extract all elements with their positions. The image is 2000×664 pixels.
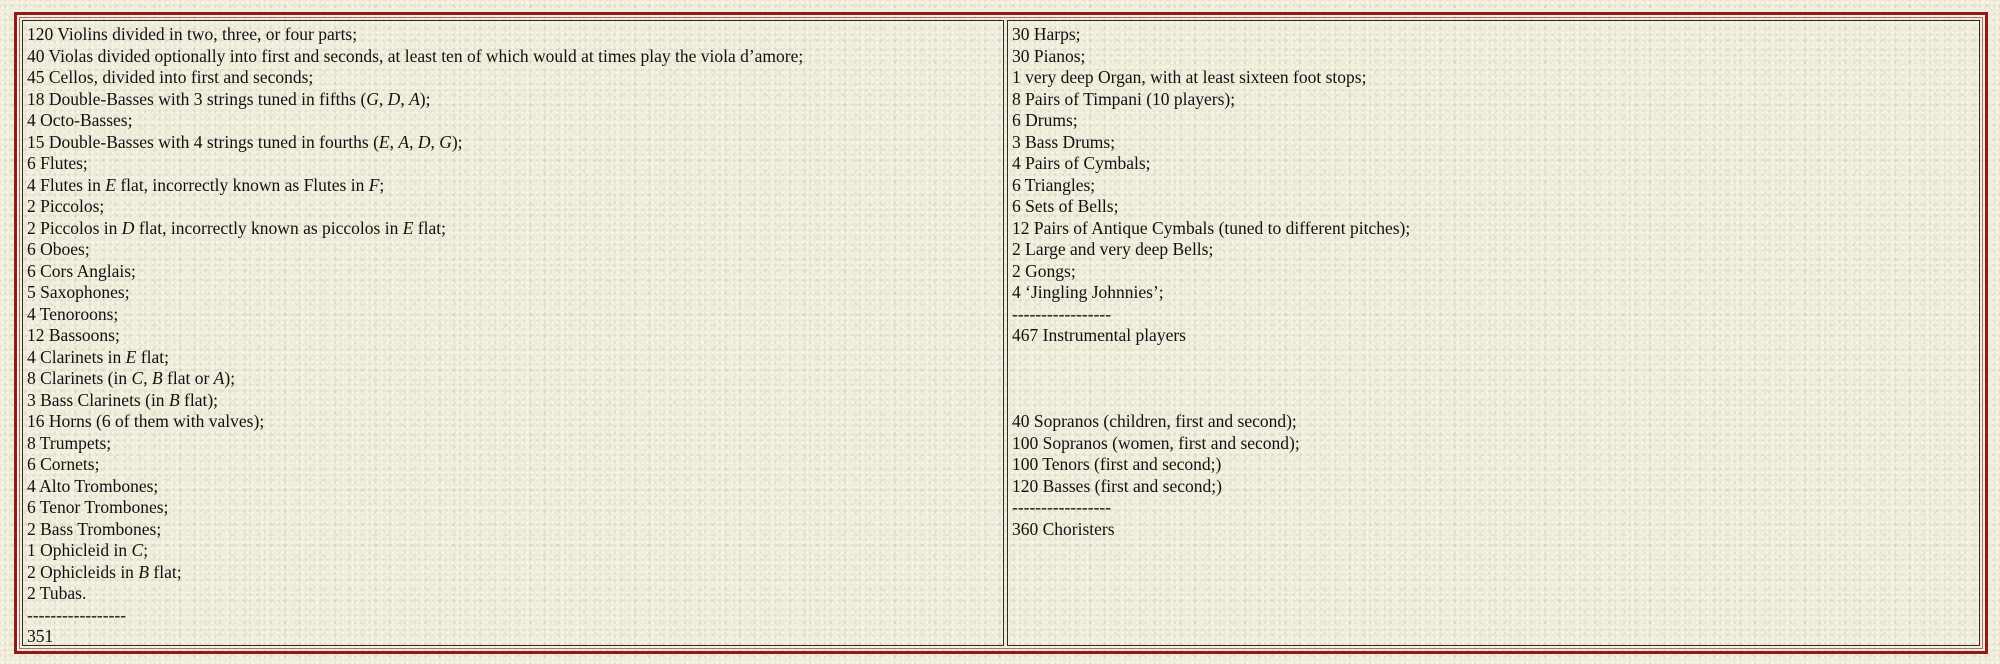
instrument-separator: ----------------- <box>1012 303 1112 324</box>
list-item: 2 Tubas. <box>27 583 87 603</box>
spacer <box>1012 347 1975 369</box>
percussion-list <box>1012 24 1975 304</box>
list-item: 1 Ophicleid in C; <box>27 540 149 560</box>
list-item: 4 Flutes in E flat, incorrectly known as Flutes in F; <box>27 174 385 195</box>
spacer <box>1012 368 1975 390</box>
choir-total: 360 Choristers <box>1012 518 1115 539</box>
left-total: 351 <box>27 626 54 646</box>
choir-list <box>1012 411 1975 497</box>
list-item: 100 Sopranos (women, first and second); <box>1012 432 1300 453</box>
list-item: 2 Piccolos in D flat, incorrectly known as piccolos in E flat; <box>27 217 446 238</box>
list-item: 6 Cornets; <box>27 454 100 474</box>
list-item: 6 Sets of Bells; <box>1012 196 1119 216</box>
list-item: 100 Tenors (first and second;) <box>1012 454 1222 474</box>
list-item: 8 Trumpets; <box>27 432 112 453</box>
list-item: 2 Bass Trombones; <box>27 518 162 539</box>
list-item: 40 Violas divided optionally into first and seconds, at least ten of which would at times play the viola d’amore; <box>27 45 804 66</box>
list-item: 120 Violins divided in two, three, or four parts; <box>27 24 358 44</box>
list-item: 6 Flutes; <box>27 153 88 173</box>
list-item: 2 Large and very deep Bells; <box>1012 239 1214 259</box>
list-item: 30 Harps; <box>1012 24 1081 44</box>
list-item: 15 Double-Basses with 4 strings tuned in fourths (E, A, D, G); <box>27 131 463 152</box>
list-item: 120 Basses (first and second;) <box>1012 475 1222 496</box>
list-item: 8 Pairs of Timpani (10 players); <box>1012 88 1236 109</box>
left-separator: ----------------- <box>27 604 127 625</box>
list-item: 16 Horns (6 of them with valves); <box>27 411 265 431</box>
list-item: 3 Bass Clarinets (in B flat); <box>27 389 219 410</box>
list-item: 40 Sopranos (children, first and second); <box>1012 411 1297 431</box>
list-item: 1 very deep Organ, with at least sixteen foot stops; <box>1012 67 1367 87</box>
choir-separator: ----------------- <box>1012 497 1112 517</box>
list-item: 45 Cellos, divided into first and seconds; <box>27 67 314 87</box>
list-item: 4 Alto Trombones; <box>27 475 159 496</box>
list-item: 8 Clarinets (in C, B flat or A); <box>27 368 236 388</box>
list-item: 4 ‘Jingling Johnnies’; <box>1012 282 1164 302</box>
list-item: 5 Saxophones; <box>27 282 130 302</box>
list-item: 30 Pianos; <box>1012 45 1086 66</box>
list-item: 4 Octo-Basses; <box>27 110 133 130</box>
list-item: 3 Bass Drums; <box>1012 131 1116 152</box>
percussion-choir-column <box>1007 20 1980 646</box>
list-item: 2 Ophicleids in B flat; <box>27 561 182 582</box>
list-item: 6 Triangles; <box>1012 174 1096 195</box>
list-item: 18 Double-Basses with 3 strings tuned in fifths (G, D, A); <box>27 88 431 109</box>
list-item: 6 Oboes; <box>27 239 90 259</box>
list-item: 12 Bassoons; <box>27 325 120 345</box>
list-item: 4 Clarinets in E flat; <box>27 346 169 367</box>
string-wind-brass-list <box>27 24 999 605</box>
instrument-total: 467 Instrumental players <box>1012 325 1186 345</box>
list-item: 6 Cors Anglais; <box>27 260 136 281</box>
list-item: 2 Piccolos; <box>27 196 105 216</box>
list-item: 4 Tenoroons; <box>27 303 119 324</box>
instrument-list-column <box>22 20 1004 646</box>
spacer <box>1012 390 1975 412</box>
page-frame <box>14 12 1988 654</box>
list-item: 4 Pairs of Cymbals; <box>1012 153 1151 173</box>
table-inner <box>19 17 1983 649</box>
list-item: 6 Tenor Trombones; <box>27 497 169 517</box>
list-item: 12 Pairs of Antique Cymbals (tuned to different pitches); <box>1012 217 1411 238</box>
list-item: 6 Drums; <box>1012 110 1078 130</box>
list-item: 2 Gongs; <box>1012 260 1076 281</box>
